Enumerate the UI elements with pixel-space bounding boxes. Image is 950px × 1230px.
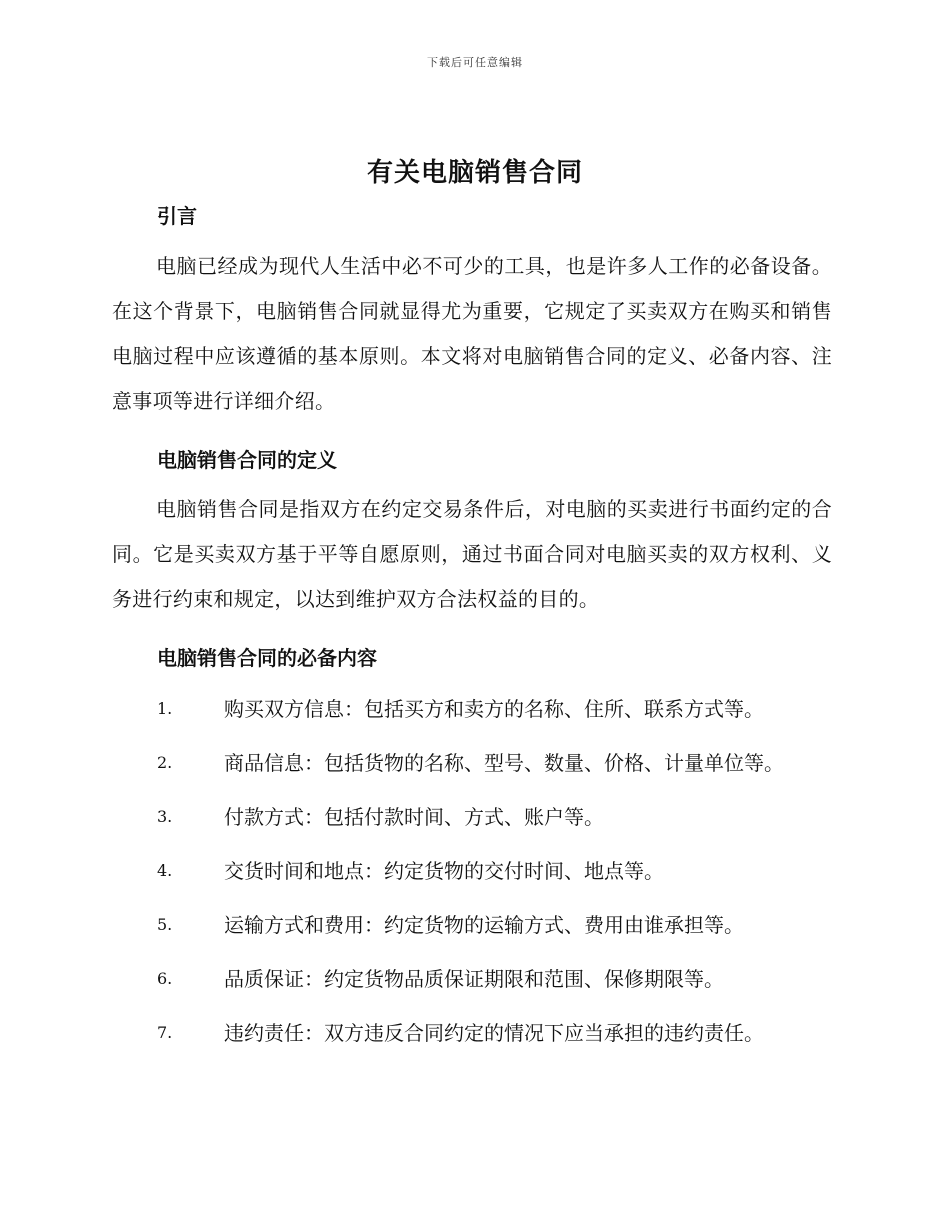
list-item-text: 品质保证：约定货物品质保证期限和范围、保修期限等。 (224, 967, 724, 991)
list-item-number: 5. (157, 915, 173, 934)
page-header-note: 下载后可任意编辑 (427, 56, 523, 69)
list-item-number: 2. (157, 753, 173, 772)
list-item-text: 交货时间和地点：约定货物的交付时间、地点等。 (224, 859, 664, 883)
list-item-text: 付款方式：包括付款时间、方式、账户等。 (224, 805, 604, 829)
list-item (157, 856, 837, 886)
intro-paragraph: 电脑已经成为现代人生活中必不可少的工具，也是许多人工作的必备设备。在这个背景下，电脑销售合同就显得尤为重要，它规定了买卖双方在购买和销售电脑过程中应该遵循的基本原则。本文将对电脑销售合同的定义、必备内容、注意事项等进行详细介绍。 (112, 254, 832, 413)
list-item-text: 购买双方信息：包括买方和卖方的名称、住所、联系方式等。 (224, 697, 764, 721)
contents-heading: 电脑销售合同的必备内容 (157, 646, 377, 670)
definition-heading: 电脑销售合同的定义 (157, 448, 337, 472)
list-item-number: 4. (157, 861, 173, 880)
document-title: 有关电脑销售合同 (366, 158, 583, 188)
list-item (157, 748, 837, 778)
list-item-number: 1. (157, 699, 173, 718)
definition-paragraph: 电脑销售合同是指双方在约定交易条件后，对电脑的买卖进行书面约定的合同。它是买卖双方基于平等自愿原则，通过书面合同对电脑买卖的双方权利、义务进行约束和规定，以达到维护双方合法权益的目的。 (112, 497, 832, 611)
list-item (157, 802, 837, 832)
list-item-number: 7. (157, 1023, 173, 1042)
list-item-text: 商品信息：包括货物的名称、型号、数量、价格、计量单位等。 (224, 751, 784, 775)
list-item-number: 6. (157, 969, 173, 988)
list-item-text: 违约责任：双方违反合同约定的情况下应当承担的违约责任。 (224, 1021, 764, 1045)
list-item (157, 964, 837, 994)
list-item (157, 1018, 837, 1048)
list-item-number: 3. (157, 807, 173, 826)
list-item (157, 910, 837, 940)
list-item-text: 运输方式和费用：约定货物的运输方式、费用由谁承担等。 (224, 913, 744, 937)
intro-heading: 引言 (157, 204, 197, 228)
list-item (157, 694, 837, 724)
